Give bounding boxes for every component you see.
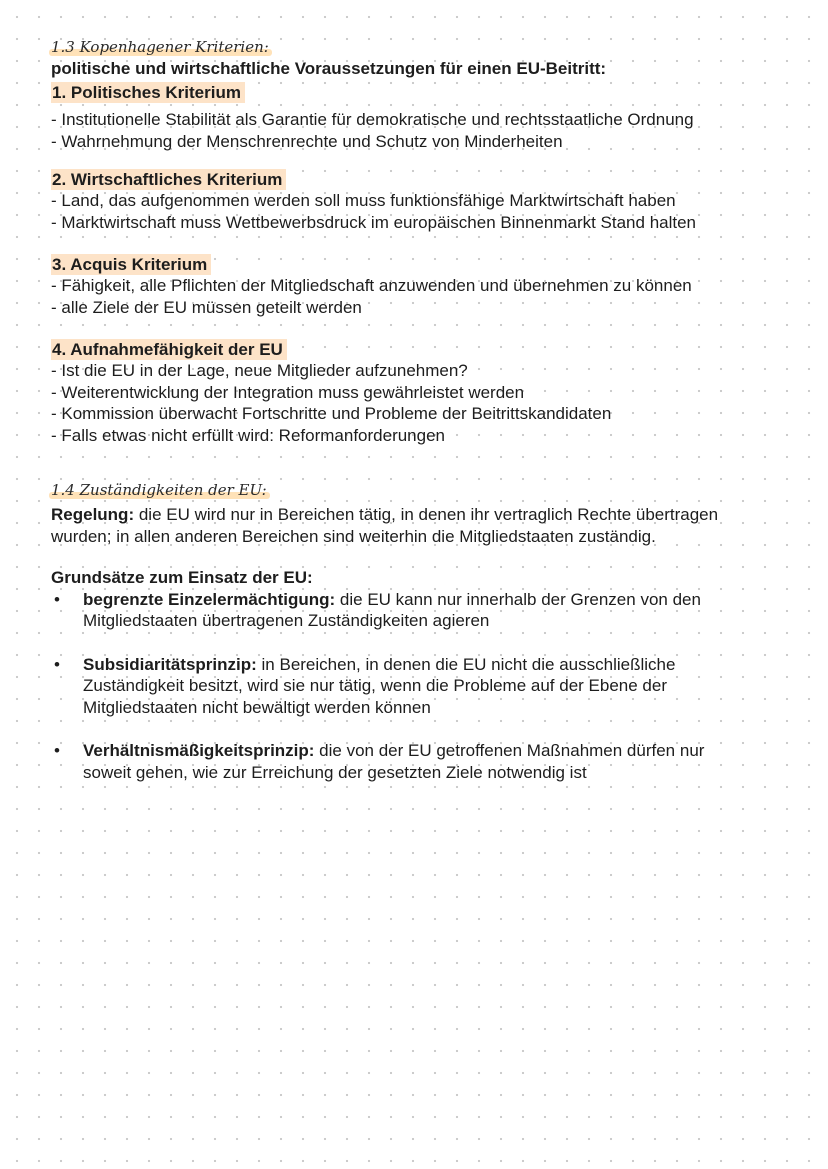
criterion-line: - Wahrnehmung der Menschrenrechte und Schutz von Minderheiten (51, 131, 563, 151)
criterion-line: - Land, das aufgenommen werden soll muss funktionsfähige Marktwirtschaft haben (51, 191, 676, 210)
list-item (51, 740, 781, 783)
regelung-label: Regelung: (51, 505, 135, 524)
bullet-icon: • (54, 741, 60, 760)
criterion-title: 4. Aufnahmefähigkeit der EU (51, 339, 287, 360)
regelung-text: wurden; in allen anderen Bereichen sind weiterhin die Mitgliedstaaten zuständig. (51, 526, 656, 546)
principles-block (51, 567, 781, 783)
list-item (51, 654, 781, 719)
criterion-line: - Fähigkeit, alle Pflichten der Mitgliedschaft anzuwenden und übernehmen zu können (51, 276, 692, 295)
criterion-line: - alle Ziele der EU müssen geteilt werden (51, 297, 362, 317)
section-1-4-heading-wrap (51, 479, 781, 501)
regelung-paragraph (51, 504, 781, 547)
section-1-4-heading: 1.4 Zuständigkeiten der EU: (51, 479, 270, 501)
principle-term: begrenzte Einzelermächtigung: (83, 589, 336, 609)
principle-text: die von der EU getroffenen Maßnahmen dürfen nur (314, 741, 705, 760)
criterion-line: - Weiterentwicklung der Integration muss gewährleistet werden (51, 382, 525, 402)
principle-text: Mitgliedstaaten nicht bewältigt werden können (83, 697, 431, 717)
criterion-line: - Institutionelle Stabilität als Garantie für demokratische und rechtsstaatliche Ordnung (51, 110, 694, 129)
section-1-3-subtitle: politische und wirtschaftliche Voraussetzungen für einen EU-Beitritt: (51, 59, 607, 78)
principle-text: die EU kann nur innerhalb der Grenzen von den (335, 589, 701, 609)
criterion-political (51, 82, 781, 152)
bullet-icon: • (54, 654, 60, 674)
bullet-icon: • (54, 589, 60, 609)
principles-list (51, 589, 781, 784)
principle-text: soweit gehen, wie zur Erreichung der gesetzten Ziele notwendig ist (83, 762, 587, 782)
criterion-absorption-capacity (51, 339, 781, 446)
criterion-line: - Ist die EU in der Lage, neue Mitglieder aufzunehmen? (51, 361, 468, 380)
principles-title: Grundsätze zum Einsatz der EU: (51, 568, 313, 587)
principle-text: in Bereichen, in denen die EU nicht die ausschließliche (256, 654, 676, 674)
criterion-title: 2. Wirtschaftliches Kriterium (51, 169, 286, 190)
criterion-line: - Marktwirtschaft muss Wettbewerbsdruck im europäischen Binnenmarkt Stand halten (51, 212, 697, 232)
section-1-3-heading: 1.3 Kopenhagener Kriterien: (51, 36, 272, 58)
criterion-economic (51, 169, 781, 233)
principle-text: Zuständigkeit besitzt, wird sie nur tätig, wenn die Probleme auf der Ebene der (83, 676, 667, 695)
section-1-3-heading-wrap (51, 36, 781, 58)
criterion-acquis (51, 254, 781, 318)
principle-text: Mitgliedstaaten übertragenen Zuständigkeiten agieren (83, 611, 490, 630)
document-page (51, 36, 781, 783)
criterion-line: - Falls etwas nicht erfüllt wird: Reformanforderungen (51, 425, 445, 445)
criterion-title: 3. Acquis Kriterium (51, 254, 211, 275)
principle-term: Verhältnismäßigkeitsprinzip: (83, 741, 315, 760)
principle-term: Subsidiaritätsprinzip: (83, 654, 257, 674)
list-item (51, 589, 781, 632)
criterion-line: - Kommission überwacht Fortschritte und Probleme der Beitrittskandidaten (51, 404, 612, 423)
criterion-title: 1. Politisches Kriterium (51, 82, 245, 103)
regelung-text: die EU wird nur in Bereichen tätig, in denen ihr vertraglich Rechte übertragen (134, 505, 719, 524)
